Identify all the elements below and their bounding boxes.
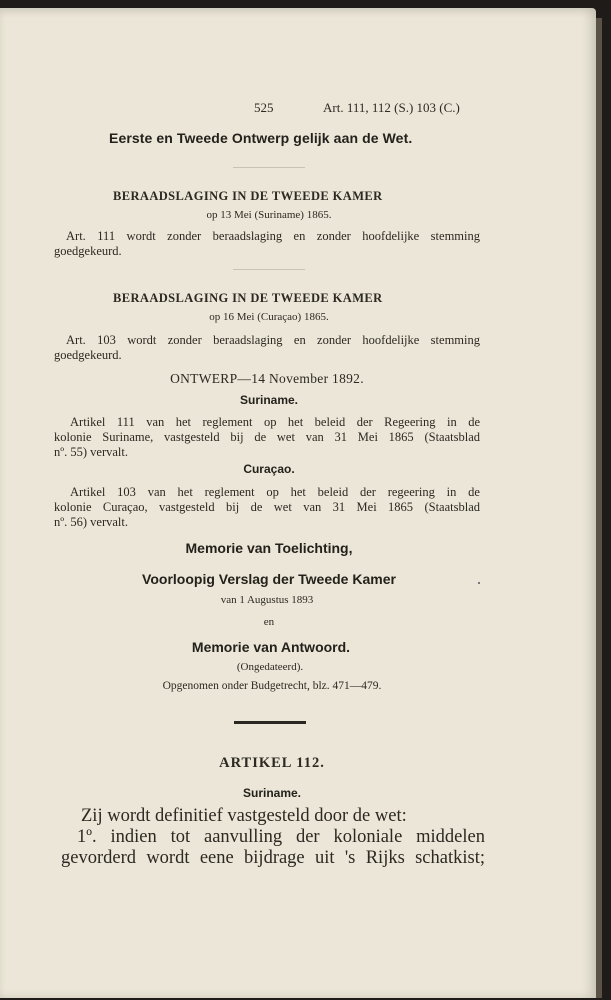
- voorloopig-verslag: Voorloopig Verslag der Tweede Kamer: [142, 571, 396, 587]
- memorie-antwoord: Memorie van Antwoord.: [191, 639, 351, 655]
- artikel-112-subheading: Suriname.: [242, 786, 302, 800]
- artikel-112-heading: ARTIKEL 112.: [219, 755, 325, 771]
- suriname-heading: Suriname.: [239, 393, 299, 407]
- text-line: Artikel 103 van het reglement op het beleid der regeering in de: [70, 485, 480, 499]
- ontwerp-heading: ONTWERP—14 November 1892.: [170, 371, 364, 386]
- artikel-112-text: [61, 806, 485, 869]
- ongedateerd: (Ongedateerd).: [236, 661, 304, 673]
- text-line: Zij wordt definitief vastgesteld door de wet:: [81, 806, 407, 826]
- divider: [233, 269, 305, 270]
- beraadslaging-2-heading: BERAADSLAGING IN DE TWEEDE KAMER: [113, 291, 383, 305]
- intro-title: Eerste en Tweede Ontwerp gelijk aan de Wet.: [109, 130, 413, 146]
- curacao-heading: Curaçao.: [243, 462, 295, 476]
- opgenomen-note: Opgenomen onder Budgetrecht, blz. 471—479.: [162, 680, 382, 692]
- section-divider: [234, 721, 306, 724]
- memorie-toelichting: Memorie van Toelichting,: [185, 540, 353, 556]
- text-line: Art. 103 wordt zonder beraadslaging en zonder hoofdelijke stemming: [66, 333, 480, 347]
- beraadslaging-2-date: op 16 Mei (Curaçao) 1865.: [209, 311, 329, 323]
- book-edge: [596, 18, 602, 998]
- text-line: goedgekeurd.: [54, 348, 122, 362]
- text-line: kolonie Curaçao, vastgesteld bij de wet van 31 Mei 1865 (Staatsblad: [54, 500, 480, 514]
- en-connector: en: [263, 616, 275, 628]
- page-speck: [478, 582, 480, 584]
- article-reference: Art. 111, 112 (S.) 103 (C.): [323, 100, 460, 115]
- text-line: 1º. indien tot aanvulling der koloniale middelen: [77, 827, 485, 847]
- divider: [233, 167, 305, 168]
- curacao-text: [54, 485, 480, 530]
- text-line: nº. 55) vervalt.: [54, 445, 128, 459]
- verslag-date: van 1 Augustus 1893: [220, 594, 314, 606]
- text-line: Art. 111 wordt zonder beraadslaging en zonder hoofdelijke stemming: [66, 229, 480, 243]
- text-line: kolonie Suriname, vastgesteld bij de wet van 31 Mei 1865 (Staatsblad: [54, 430, 480, 444]
- beraadslaging-1-heading: BERAADSLAGING IN DE TWEEDE KAMER: [113, 189, 383, 203]
- text-line: Artikel 111 van het reglement op het beleid der Regeering in de: [70, 415, 480, 429]
- beraadslaging-2-text: [54, 333, 480, 363]
- text-line: gevorderd wordt eene bijdrage uit 's Rijks schatkist;: [61, 848, 485, 868]
- beraadslaging-1-text: [54, 229, 480, 259]
- beraadslaging-1-date: op 13 Mei (Suriname) 1865.: [206, 209, 332, 221]
- suriname-text: [54, 415, 480, 460]
- text-line: nº. 56) vervalt.: [54, 515, 128, 529]
- page-number: 525: [254, 100, 274, 115]
- text-line: goedgekeurd.: [54, 244, 122, 258]
